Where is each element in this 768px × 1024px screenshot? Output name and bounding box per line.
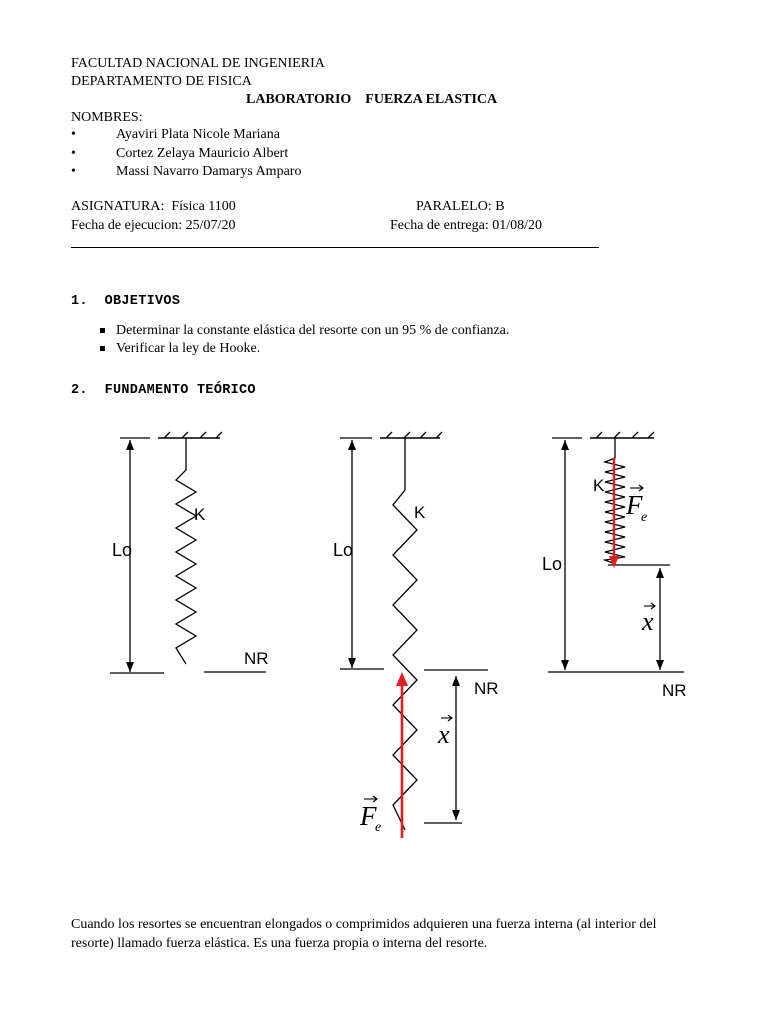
spring-constant-label: K — [414, 503, 426, 522]
lab-title: LABORATORIO FUERZA ELASTICA — [246, 92, 498, 107]
displacement-symbol: x — [438, 720, 450, 749]
student-name: Massi Navarro Damarys Amparo — [116, 164, 302, 179]
length-label: Lo — [542, 554, 563, 574]
student-name: Ayaviri Plata Nicole Mariana — [116, 127, 280, 142]
parallel: PARALELO: B — [416, 199, 505, 214]
theory-heading: 2. FUNDAMENTO TEÓRICO — [71, 383, 256, 398]
spring-diagram — [0, 420, 768, 880]
subject: ASIGNATURA: Física 1100 — [71, 199, 236, 214]
delivery-date: Fecha de entrega: 01/08/20 — [390, 218, 543, 233]
names-label: NOMBRES: — [71, 110, 143, 125]
student-name: Cortez Zelaya Mauricio Albert — [116, 146, 289, 161]
spring-compressed — [548, 432, 684, 672]
length-label: Lo — [112, 540, 133, 560]
spring-elongated — [340, 432, 488, 838]
elastic-force-subscript: e — [641, 510, 648, 525]
header-divider — [71, 247, 599, 248]
bullet: • — [71, 127, 76, 142]
reference-level-label: NR — [474, 679, 499, 698]
faculty-name: FACULTAD NACIONAL DE INGENIERIA — [71, 56, 325, 71]
length-label: Lo — [333, 540, 354, 560]
department-name: DEPARTAMENTO DE FISICA — [71, 74, 252, 89]
bullet: • — [71, 146, 76, 161]
reference-level-label: NR — [662, 681, 687, 700]
execution-date: Fecha de ejecucion: 25/07/20 — [71, 218, 236, 233]
square-bullet — [100, 346, 105, 351]
objective-item: Verificar la ley de Hooke. — [116, 341, 261, 356]
spring-constant-label: K — [194, 505, 206, 524]
bullet: • — [71, 164, 76, 179]
elastic-force-symbol: F — [626, 490, 643, 520]
spring-at-rest — [110, 432, 266, 673]
elastic-force-subscript: e — [375, 820, 382, 835]
spring-constant-label: K — [593, 476, 605, 495]
displacement-symbol: x — [642, 607, 654, 636]
reference-level-label: NR — [244, 649, 269, 668]
spring — [393, 438, 417, 830]
elastic-force-symbol: F — [360, 801, 377, 831]
objectives-heading: 1. OBJETIVOS — [71, 294, 181, 309]
theory-paragraph: Cuando los resortes se encuentran elongados o comprimidos adquieren una fuerza interna (al interior del resorte) llamado fuerza elástica. Es una fuerza propia o interna del resorte. — [71, 917, 657, 951]
spring — [176, 438, 196, 664]
objective-item: Determinar la constante elástica del resorte con un 95 % de confianza. — [116, 323, 510, 338]
square-bullet — [100, 328, 105, 333]
